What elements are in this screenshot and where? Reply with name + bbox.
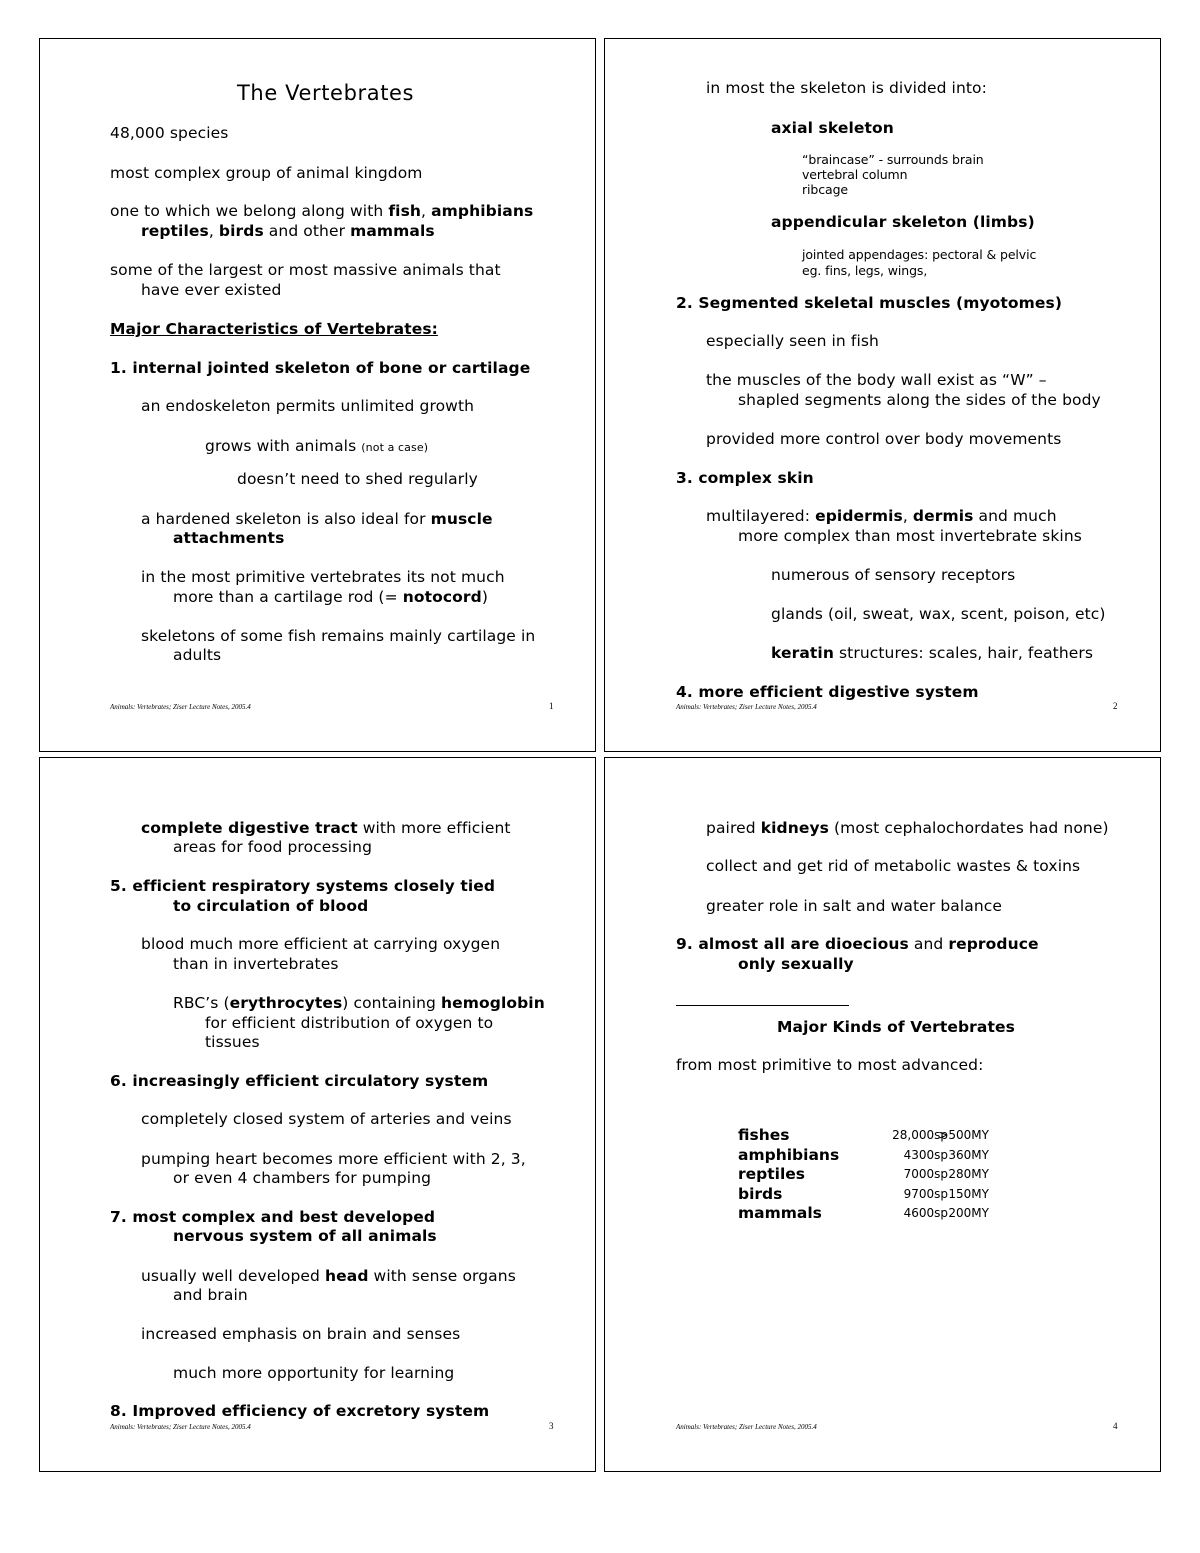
species-count: 4600sp: [903, 1206, 948, 1220]
age-my: 280MY: [948, 1167, 989, 1181]
list-heading: 7. most complex and best developed: [110, 1208, 436, 1226]
list-heading: only sexually: [738, 955, 854, 973]
list-heading: 9. almost all are dioecious and reproduce: [676, 935, 1039, 953]
text-line: multilayered: epidermis, dermis and much: [706, 507, 1057, 525]
text-line: increased emphasis on brain and senses: [141, 1325, 461, 1343]
text-line: much more opportunity for learning: [173, 1364, 455, 1382]
age-my: 360MY: [948, 1148, 989, 1162]
sub-heading: appendicular skeleton (limbs): [771, 213, 1035, 231]
text-line: more than a cartilage rod (= notocord): [173, 588, 488, 606]
list-heading: 1. internal jointed skeleton of bone or cartilage: [110, 359, 531, 377]
text-line: from most primitive to most advanced:: [676, 1056, 984, 1074]
text-line: adults: [173, 646, 222, 664]
page-number: 1: [549, 701, 554, 711]
list-heading: 4. more efficient digestive system: [676, 683, 979, 701]
text-line: provided more control over body movements: [706, 430, 1062, 448]
text-line: in the most primitive vertebrates its not much: [141, 568, 505, 586]
text-line: areas for food processing: [173, 838, 373, 856]
sub-heading: axial skeleton: [771, 119, 894, 137]
age-my: 200MY: [948, 1206, 989, 1220]
list-heading: 6. increasingly efficient circulatory system: [110, 1072, 489, 1090]
text-line: or even 4 chambers for pumping: [173, 1169, 432, 1187]
text-line: jointed appendages: pectoral & pelvic: [802, 247, 1037, 262]
divider: [676, 1005, 849, 1006]
age-my: >500MY: [938, 1128, 989, 1142]
age-my: 150MY: [948, 1187, 989, 1201]
text-line: eg. fins, legs, wings,: [802, 263, 928, 278]
text-line: one to which we belong along with fish, amphibians: [110, 202, 534, 220]
list-heading: nervous system of all animals: [173, 1227, 437, 1245]
text-line: most complex group of animal kingdom: [110, 164, 423, 182]
text-line: ribcage: [802, 182, 849, 197]
text-line: complete digestive tract with more efficient: [141, 819, 511, 837]
text-line: some of the largest or most massive animals that: [110, 261, 501, 279]
text-line: “braincase” - surrounds brain: [802, 152, 984, 167]
species-count: 4300sp: [903, 1148, 948, 1162]
text-line: a hardened skeleton is also ideal for muscle: [141, 510, 493, 528]
text-line: tissues: [205, 1033, 260, 1051]
page-number: 4: [1113, 1421, 1118, 1431]
text-line: an endoskeleton permits unlimited growth: [141, 397, 475, 415]
list-heading: 3. complex skin: [676, 469, 814, 487]
text-line: 48,000 species: [110, 124, 229, 142]
footer-text: Animals: Vertebrates; Ziser Lecture Notes, 2005.4: [110, 1423, 251, 1431]
kind-name: mammals: [738, 1204, 822, 1222]
kind-name: reptiles: [738, 1165, 806, 1183]
vertebrate-kinds-table: [738, 1125, 1058, 1225]
section-heading: Major Characteristics of Vertebrates:: [110, 320, 438, 338]
text-line: have ever existed: [141, 281, 282, 299]
slide-title: The Vertebrates: [237, 81, 415, 105]
list-heading: 8. Improved efficiency of excretory system: [110, 1402, 490, 1420]
text-line: numerous of sensory receptors: [771, 566, 1016, 584]
list-heading: 5. efficient respiratory systems closely tied: [110, 877, 496, 895]
text-line: doesn’t need to shed regularly: [237, 470, 478, 488]
section-heading: Major Kinds of Vertebrates: [777, 1018, 1015, 1036]
text-line: especially seen in fish: [706, 332, 879, 350]
text-line: RBC’s (erythrocytes) containing hemoglobin: [173, 994, 545, 1012]
text-line: keratin structures: scales, hair, feathers: [771, 644, 1094, 662]
text-line: skeletons of some fish remains mainly cartilage in: [141, 627, 536, 645]
text-line: pumping heart becomes more efficient with 2, 3,: [141, 1150, 526, 1168]
kind-name: birds: [738, 1185, 783, 1203]
species-count: 9700sp: [903, 1187, 948, 1201]
text-line: for efficient distribution of oxygen to: [205, 1014, 494, 1032]
text-line: and brain: [173, 1286, 248, 1304]
list-heading: 2. Segmented skeletal muscles (myotomes): [676, 294, 1063, 312]
text-line: than in invertebrates: [173, 955, 339, 973]
text-line: in most the skeleton is divided into:: [706, 79, 987, 97]
page-number: 2: [1113, 701, 1118, 711]
text-line: greater role in salt and water balance: [706, 897, 1003, 915]
text-line: paired kidneys (most cephalochordates had none): [706, 819, 1109, 837]
text-line: collect and get rid of metabolic wastes & toxins: [706, 857, 1081, 875]
footer-text: Animals: Vertebrates; Ziser Lecture Notes, 2005.4: [676, 1423, 817, 1431]
text-line: grows with animals (not a case): [205, 437, 429, 455]
text-line: vertebral column: [802, 167, 908, 182]
text-line: shapled segments along the sides of the body: [738, 391, 1101, 409]
text-line: the muscles of the body wall exist as “W” –: [706, 371, 1047, 389]
page-number: 3: [549, 1421, 554, 1431]
species-count: 28,000sp: [892, 1128, 948, 1142]
footer-text: Animals: Vertebrates; Ziser Lecture Notes, 2005.4: [110, 703, 251, 711]
footer-text: Animals: Vertebrates; Ziser Lecture Notes, 2005.4: [676, 703, 817, 711]
text-line: usually well developed head with sense organs: [141, 1267, 516, 1285]
text-line: attachments: [173, 529, 285, 547]
kind-name: amphibians: [738, 1146, 840, 1164]
text-line: glands (oil, sweat, wax, scent, poison, etc): [771, 605, 1106, 623]
list-heading: to circulation of blood: [173, 897, 369, 915]
text-line: completely closed system of arteries and veins: [141, 1110, 512, 1128]
text-line: reptiles, birds and other mammals: [141, 222, 435, 240]
species-count: 7000sp: [903, 1167, 948, 1181]
kind-name: fishes: [738, 1126, 790, 1144]
text-line: blood much more efficient at carrying oxygen: [141, 935, 501, 953]
text-line: more complex than most invertebrate skins: [738, 527, 1082, 545]
